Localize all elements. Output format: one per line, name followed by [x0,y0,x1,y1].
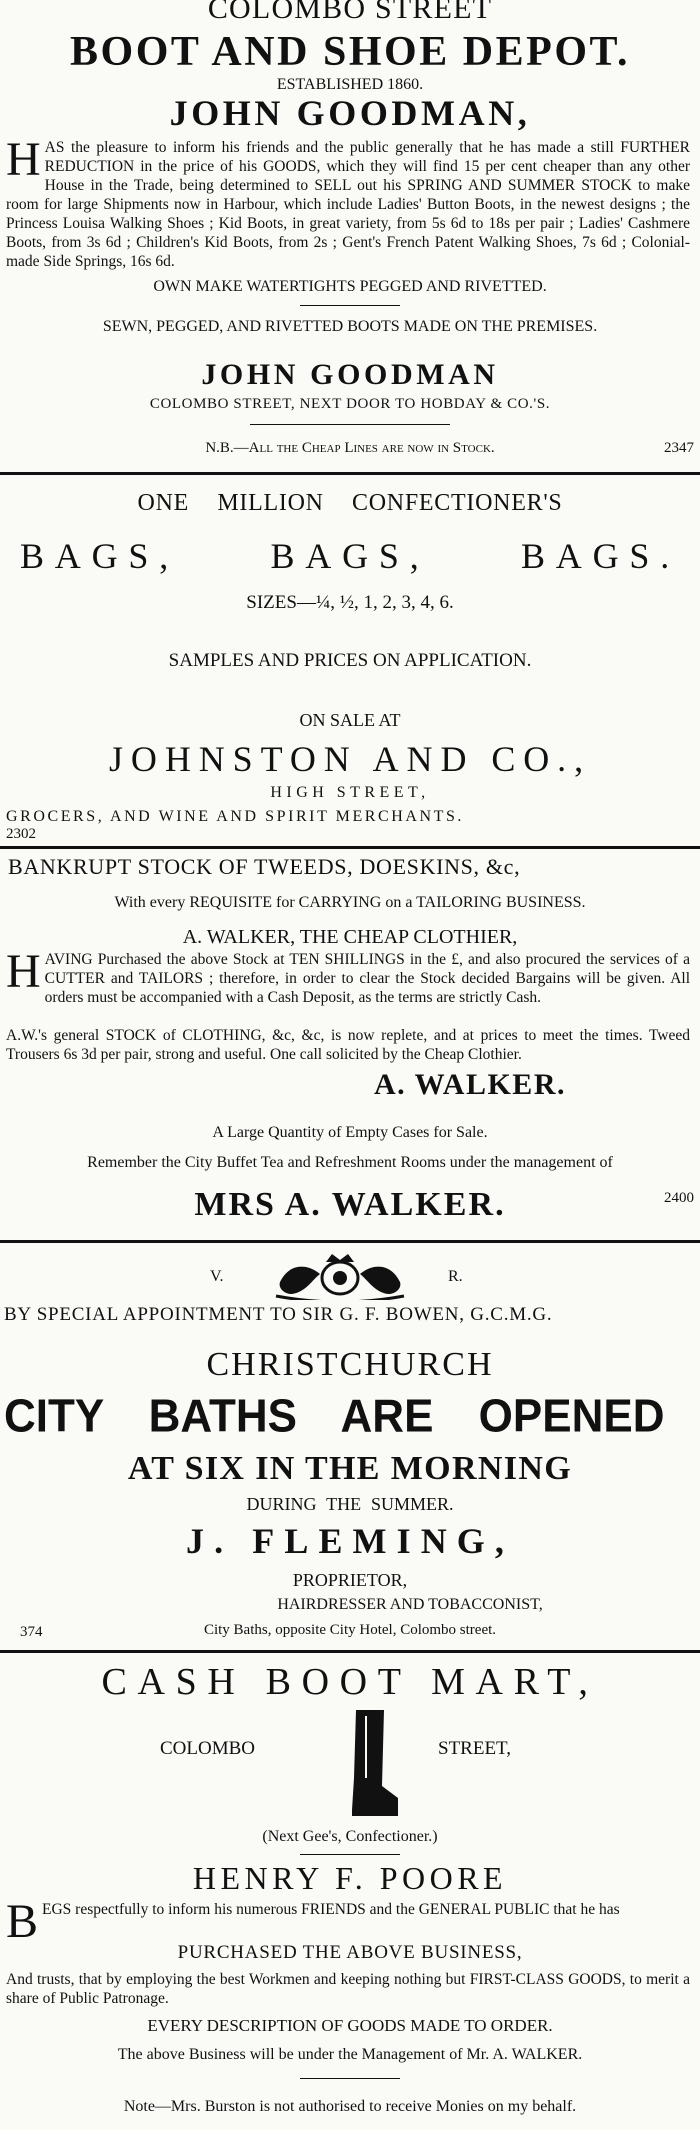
ad2-company: JOHNSTON AND CO., [108,739,592,779]
ad5-divider [300,1854,400,1855]
ad1-drop-cap: H [6,133,41,186]
ad1-nb-note: N.B.—All the Cheap Lines are now in Stock. [205,440,495,456]
ad2-one-million: ONE MILLION CONFECTIONER'S [137,490,563,516]
ad4-r: R. [448,1268,463,1285]
ad2-bags-2: BAGS, [270,536,430,576]
royal-crest-icon [270,1252,410,1300]
ad1-established: ESTABLISHED 1860. [276,76,424,93]
ad2-samples: SAMPLES AND PRICES ON APPLICATION. [168,650,532,671]
boot-icon [346,1708,400,1818]
ad5-henry-poore: HENRY F. POORE [192,1860,508,1896]
ad5-divider-2 [300,2078,400,2079]
ad2-trade: GROCERS, AND WINE AND SPIRIT MERCHANTS. [6,808,464,825]
ad2-bags-3: BAGS. [520,536,680,576]
ad3-subtitle: With every REQUISITE for CARRYING on a TAILORING BUSINESS. [114,894,586,911]
ad-separator-2 [0,846,700,849]
ad1-title-depot: BOOT AND SHOE DEPOT. [70,29,630,75]
ad3-walker-name: A. WALKER. [374,1068,566,1101]
ad5-cash-boot-mart: CASH BOOT MART, [101,1661,599,1703]
ad4-appointment: BY SPECIAL APPOINTMENT TO SIR G. F. BOWEN, G.C.M.G. [4,1304,553,1325]
ad1-title-colombo-street: COLOMBO STREET [207,0,493,25]
ad3-drop-cap: H [6,945,41,998]
ad1-proprietor-name: JOHN GOODMAN, [169,93,531,133]
ad5-next-gees: (Next Gee's, Confectioner.) [262,1828,438,1845]
ad3-body-text: AVING Purchased the above Stock at TEN SHILLINGS in the £, and also procured the services of a CUTTER and TAILORS ; therefore, in order to clear the Stock decided Bargains will be given. All orders must be accompanied with a Cash Deposit, as the terms are strictly Cash. [44,951,690,1006]
ad3-ref-number: 2400 [664,1190,694,1206]
ad5-body [6,1895,690,1948]
ad1-sewn-pegged: SEWN, PEGGED, AND RIVETTED BOOTS MADE ON THE PREMISES. [102,318,598,335]
ad-separator-1 [0,472,700,475]
ad3-empty-cases: A Large Quantity of Empty Cases for Sale. [212,1124,488,1141]
ad2-ref-number: 2302 [6,826,36,842]
ad5-colombo: COLOMBO [160,1738,256,1759]
ad2-street: HIGH STREET, [270,784,430,801]
ad2-bags-row [20,535,680,577]
ad1-body [6,133,690,270]
ad4-fleming-name: J. FLEMING, [186,1521,514,1561]
ad4-during-summer: DURING THE SUMMER. [246,1494,454,1514]
ad5-body-2: And trusts, that by employing the best Workmen and keeping nothing but FIRST-CLASS GOODS, to merit a share of Public Patronage. [6,1971,690,2007]
ad5-body-text: EGS respectfully to inform his numerous FRIENDS and the GENERAL PUBLIC that he has [42,1901,620,1918]
ad1-body-text: AS the pleasure to inform his friends and the public generally that he has made a still FURTHER REDUCTION in the price of his GOODS, which they will find 15 per cent cheaper than any other House in the Trade, being determined to SELL out his SPRING AND SUMMER STOCK to make room for large Shipments now in Harbour, which include Ladies' Button Boots, in the newest designs ; the Princess Louisa Walking Shoes ; Kid Boots, in great variety, from 5s 6d to 18s per pair ; Ladies' Cashmere Boots, from 3s 6d ; Children's Kid Boots, from 2s ; Gent's French Patent Walking Shoes, 7s 6d ; Colonial-made Side Springs, 16s 6d. [6,139,690,270]
ad1-watertights: OWN MAKE WATERTIGHTS PEGGED AND RIVETTED. [153,278,547,295]
ad4-baths-text: CITY BATHS ARE OPENED [4,1390,665,1443]
ad1-address: COLOMBO STREET, NEXT DOOR TO HOBDAY & CO.'S. [149,396,551,412]
ad4-ref-number: 374 [20,1624,43,1640]
ad5-drop-cap: B [6,1895,39,1948]
ad-separator-4 [0,1650,700,1653]
ad5-street: STREET, [438,1738,512,1759]
ad1-proprietor-name-2: JOHN GOODMAN [201,358,499,391]
ad5-note: Note—Mrs. Burston is not authorised to receive Monies on my behalf. [123,2098,577,2115]
ad4-address: City Baths, opposite City Hotel, Colombo street. [203,1622,497,1638]
ad5-every-description: EVERY DESCRIPTION OF GOODS MADE TO ORDER. [147,2016,553,2035]
ad3-body [6,945,690,1022]
ad1-divider-2 [250,424,450,425]
ad4-baths-headline [4,1391,696,1444]
ad4-six-morning: AT SIX IN THE MORNING [127,1450,573,1487]
ad2-bags-1: BAGS, [20,536,180,576]
ad2-on-sale: ON SALE AT [299,710,401,730]
ad3-mrs-walker: MRS A. WALKER. [194,1186,506,1223]
ad4-trade: HAIRDRESSER AND TOBACCONIST, [277,1596,543,1613]
ad-separator-3 [0,1240,700,1243]
ad4-v: V. [210,1268,224,1285]
ad4-christchurch: CHRISTCHURCH [206,1346,494,1383]
ad3-body-2: A.W.'s general STOCK of CLOTHING, &c, &c, is now replete, and at prices to meet the times. Tweed Trousers 6s 3d per pair, strong and useful. One call solicited by the Cheap Clothier. [6,1027,690,1063]
ad1-ref-number: 2347 [664,440,694,456]
ad3-clothier-name: A. WALKER, THE CHEAP CLOTHIER, [182,926,518,948]
ad1-divider [300,305,400,306]
ad3-title: BANKRUPT STOCK OF TWEEDS, DOESKINS, &c, [8,854,521,879]
ad4-proprietor: PROPRIETOR, [292,1570,408,1590]
ad2-sizes: SIZES—¼, ½, 1, 2, 3, 4, 6. [246,592,454,613]
ad3-remember: Remember the City Buffet Tea and Refreshment Rooms under the management of [87,1154,613,1171]
ad5-purchased: PURCHASED THE ABOVE BUSINESS, [177,1942,523,1963]
ad5-management: The above Business will be under the Management of Mr. A. WALKER. [117,2046,583,2063]
